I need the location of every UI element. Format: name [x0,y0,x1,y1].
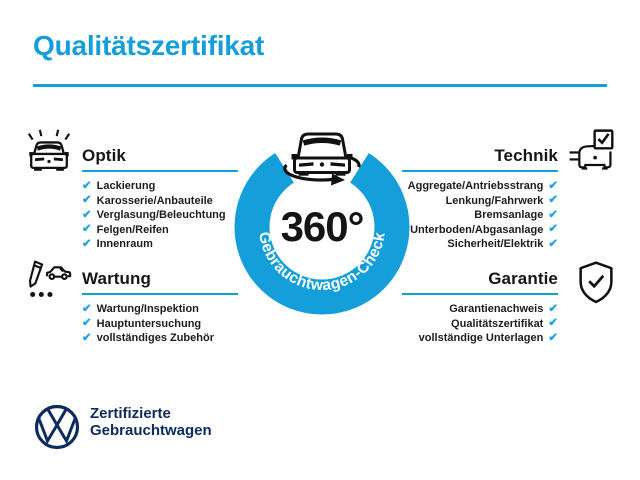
check-item [402,179,558,194]
check-item-label: Lackierung [96,180,156,193]
check-icon: ✔ [548,331,558,344]
check-item [82,317,238,332]
check-item [82,223,238,238]
check-item [402,223,558,238]
check-item-label: Karosserie/Anbauteile [96,194,213,207]
360-check-badge [227,124,417,322]
check-item-label: Garantienachweis [449,303,544,316]
check-item-label: Verglasung/Beleuchtung [96,209,226,222]
pencil-car-checklist-icon [24,256,74,306]
check-item-label: Wartung/Inspektion [96,303,199,316]
check-icon: ✔ [548,223,558,235]
check-item-label: Sicherheit/Elektrik [447,238,544,251]
degree-label: 360° [280,203,364,250]
section-title-wartung: Wartung [82,269,238,295]
check-icon: ✔ [82,237,92,250]
check-item-label: Bremsanlage [474,209,544,222]
check-item [402,194,558,209]
check-item [82,179,238,194]
check-item [82,194,238,209]
check-icon: ✔ [548,208,558,221]
check-icon: ✔ [548,237,558,250]
check-icon: ✔ [82,208,92,221]
check-icon: ✔ [82,302,92,315]
title-divider [33,84,607,87]
check-item-label: Unterboden/Abgasanlage [410,223,544,236]
check-item-label: Hauptuntersuchung [96,317,202,330]
check-icon: ✔ [82,331,92,344]
section-garantie [402,269,558,346]
checklist-technik [402,179,558,252]
checklist-garantie [402,302,558,346]
checklist-optik [82,179,238,252]
section-optik [82,146,238,252]
check-item-label: vollständiges Zubehör [96,332,214,345]
shield-check-icon [576,260,616,307]
check-icon: ✔ [82,194,92,206]
check-icon: ✔ [548,317,558,329]
check-item-label: Aggregate/Antriebsstrang [407,180,544,193]
check-item [402,302,558,317]
section-title-garantie: Garantie [402,269,558,295]
check-item [402,317,558,332]
section-wartung [82,269,238,346]
ring-label: Gebrauchtwagen-Check [255,230,389,295]
brand-text [90,406,212,439]
section-title-technik: Technik [402,146,558,172]
check-icon: ✔ [548,302,558,315]
check-icon: ✔ [548,194,558,206]
car-checkbox-icon [564,127,616,177]
check-item [402,237,558,252]
check-icon: ✔ [82,317,92,329]
check-item-label: Felgen/Reifen [96,223,169,236]
check-icon: ✔ [82,223,92,235]
check-item [402,208,558,223]
check-item-label: Lenkung/Fahrwerk [445,194,544,207]
checklist-wartung [82,302,238,346]
check-item [82,302,238,317]
check-item [82,208,238,223]
brand-line1: Zertifizierte [90,405,171,422]
check-item [82,331,238,346]
check-icon: ✔ [82,179,92,192]
section-technik [402,146,558,252]
check-icon: ✔ [548,179,558,192]
check-item [402,331,558,346]
page-title: Qualitätszertifikat [33,30,265,61]
check-item-label: Qualitätszertifikat [451,317,544,330]
section-title-optik: Optik [82,146,238,172]
sparkling-car-icon [24,126,74,180]
brand-line2: Gebrauchtwagen [90,421,212,439]
check-item-label: vollständige Unterlagen [418,332,544,345]
check-item [82,237,238,252]
check-item-label: Innenraum [96,238,153,251]
vw-logo [33,403,81,451]
